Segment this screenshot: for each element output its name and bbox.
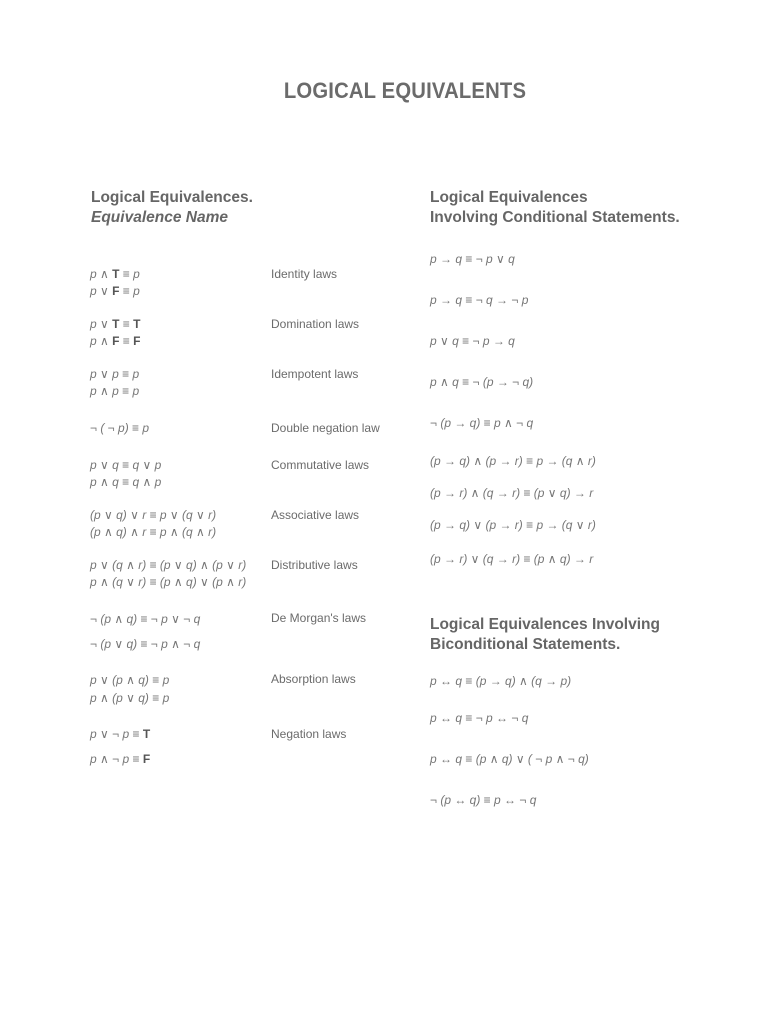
absorption-formula-1: p ∨ (p ∧ q) ≡ p: [90, 673, 170, 687]
page-title: LOGICAL EQUIVALENTS: [283, 78, 527, 103]
double-negation-formula: ¬ ( ¬ p) ≡ p: [90, 421, 150, 435]
de-morgan-law-name: De Morgan's laws: [271, 611, 366, 625]
idempotent-formula-2: p ∧ p ≡ p: [90, 384, 140, 398]
conditional-item: p ∧ q ≡ ¬ (p → ¬ q): [430, 375, 534, 389]
absorption-law-name: Absorption laws: [271, 672, 356, 686]
distributive-formula-2: p ∧ (q ∨ r) ≡ (p ∧ q) ∨ (p ∧ r): [90, 575, 247, 589]
biconditional-heading-line2: Biconditional Statements.: [430, 636, 621, 653]
associative-law-name: Associative laws: [271, 508, 360, 522]
left-heading: [91, 188, 253, 228]
double-negation-law-name: Double negation law: [271, 421, 380, 435]
biconditional-heading-line1: Logical Equivalences Involving: [430, 616, 660, 633]
conditional-item: ¬ (p → q) ≡ p ∧ ¬ q: [430, 416, 534, 430]
associative-formula-1: (p ∨ q) ∨ r ≡ p ∨ (q ∨ r): [90, 508, 217, 522]
de-morgan-formula-2: ¬ (p ∨ q) ≡ ¬ p ∧ ¬ q: [90, 637, 201, 651]
conditional-item: p → q ≡ ¬ q → ¬ p: [430, 293, 529, 307]
left-heading-line2: Equivalence Name: [91, 209, 228, 226]
conditional-item: (p → r) ∨ (q → r) ≡ (p ∧ q) → r: [430, 552, 594, 566]
absorption-formula-2: p ∧ (p ∨ q) ≡ p: [90, 691, 170, 705]
conditional-heading-line2: Involving Conditional Statements.: [430, 209, 680, 226]
biconditional-item: p ↔ q ≡ (p ∧ q) ∨ ( ¬ p ∧ ¬ q): [430, 752, 589, 766]
biconditional-item: p ↔ q ≡ ¬ p ↔ ¬ q: [430, 711, 529, 725]
conditional-item: p → q ≡ ¬ p ∨ q: [430, 252, 515, 266]
conditional-item: (p → q) ∨ (p → r) ≡ p → (q ∨ r): [430, 518, 596, 532]
biconditional-heading: [430, 615, 660, 655]
identity-law-name: Identity laws: [271, 267, 338, 281]
biconditional-item: p ↔ q ≡ (p → q) ∧ (q → p): [430, 674, 572, 688]
commutative-formula-1: p ∨ q ≡ q ∨ p: [90, 458, 162, 472]
distributive-formula-1: p ∨ (q ∧ r) ≡ (p ∨ q) ∧ (p ∨ r): [90, 558, 247, 572]
identity-formula-1: p ∧ T ≡ p: [90, 267, 140, 281]
conditional-heading: [430, 188, 680, 228]
biconditional-item: ¬ (p ↔ q) ≡ p ↔ ¬ q: [430, 793, 537, 807]
idempotent-law-name: Idempotent laws: [271, 367, 359, 381]
negation-formula-2: p ∧ ¬ p ≡ F: [90, 752, 151, 766]
commutative-law-name: Commutative laws: [271, 458, 370, 472]
domination-formula-1: p ∨ T ≡ T: [90, 317, 141, 331]
de-morgan-formula-1: ¬ (p ∧ q) ≡ ¬ p ∨ ¬ q: [90, 612, 201, 626]
conditional-item: (p → r) ∧ (q → r) ≡ (p ∨ q) → r: [430, 486, 594, 500]
negation-formula-1: p ∨ ¬ p ≡ T: [90, 727, 151, 741]
left-heading-line1: Logical Equivalences.: [91, 189, 253, 206]
negation-law-name: Negation laws: [271, 727, 347, 741]
conditional-heading-line1: Logical Equivalences: [430, 189, 588, 206]
conditional-item: (p → q) ∧ (p → r) ≡ p → (q ∧ r): [430, 454, 596, 468]
associative-formula-2: (p ∧ q) ∧ r ≡ p ∧ (q ∧ r): [90, 525, 217, 539]
domination-law-name: Domination laws: [271, 317, 360, 331]
conditional-item: p ∨ q ≡ ¬ p → q: [430, 334, 515, 348]
domination-formula-2: p ∧ F ≡ F: [90, 334, 141, 348]
commutative-formula-2: p ∧ q ≡ q ∧ p: [90, 475, 162, 489]
identity-formula-2: p ∨ F ≡ p: [90, 284, 140, 298]
idempotent-formula-1: p ∨ p ≡ p: [90, 367, 140, 381]
distributive-law-name: Distributive laws: [271, 558, 358, 572]
